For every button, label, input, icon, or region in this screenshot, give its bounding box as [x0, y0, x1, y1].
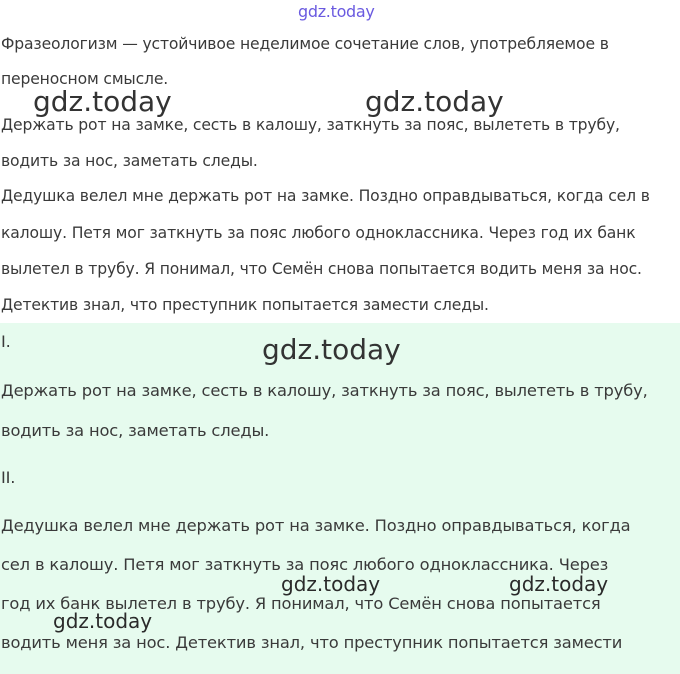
text-line: Фразеологизм — устойчивое неделимое сочетание слов, употребляемое в [1, 35, 609, 53]
text-line: водить за нос, заметать следы. [1, 421, 270, 440]
text-line: Дедушка велел мне держать рот на замке. Поздно оправдываться, когда сел в [1, 187, 650, 205]
text-line: Держать рот на замке, сесть в калошу, заткнуть за пояс, вылететь в трубу, [1, 116, 620, 134]
text-line: Детектив знал, что преступник попытается замести следы. [1, 296, 489, 314]
watermark-text: gdz.today [262, 333, 401, 366]
text-line: переносном смысле. [1, 70, 169, 88]
text-line: водить за нос, заметать следы. [1, 152, 258, 170]
text-line: Дедушка велел мне держать рот на замке. Поздно оправдываться, когда [1, 516, 631, 535]
section-numeral: I. [1, 332, 11, 351]
text-line: год их банк вылетел в трубу. Я понимал, что Семён снова попытается [1, 594, 601, 613]
watermark-text: gdz.today [53, 609, 153, 633]
text-line: сел в калошу. Петя мог заткнуть за пояс любого одноклассника. Через [1, 555, 609, 574]
section-numeral: II. [1, 468, 16, 487]
text-line: калошу. Петя мог заткнуть за пояс любого одноклассника. Через год их банк [1, 224, 636, 242]
watermark-text: gdz.today [281, 572, 381, 596]
text-line: Держать рот на замке, сесть в калошу, заткнуть за пояс, вылететь в трубу, [1, 381, 648, 400]
watermark-text: gdz.today [509, 572, 609, 596]
watermark-text: gdz.today [298, 2, 375, 21]
text-line: водить меня за нос. Детектив знал, что преступник попытается замести [1, 633, 623, 652]
text-line: вылетел в трубу. Я понимал, что Семён снова попытается водить меня за нос. [1, 260, 642, 278]
watermark-text: gdz.today [365, 85, 504, 118]
watermark-text: gdz.today [33, 85, 172, 118]
